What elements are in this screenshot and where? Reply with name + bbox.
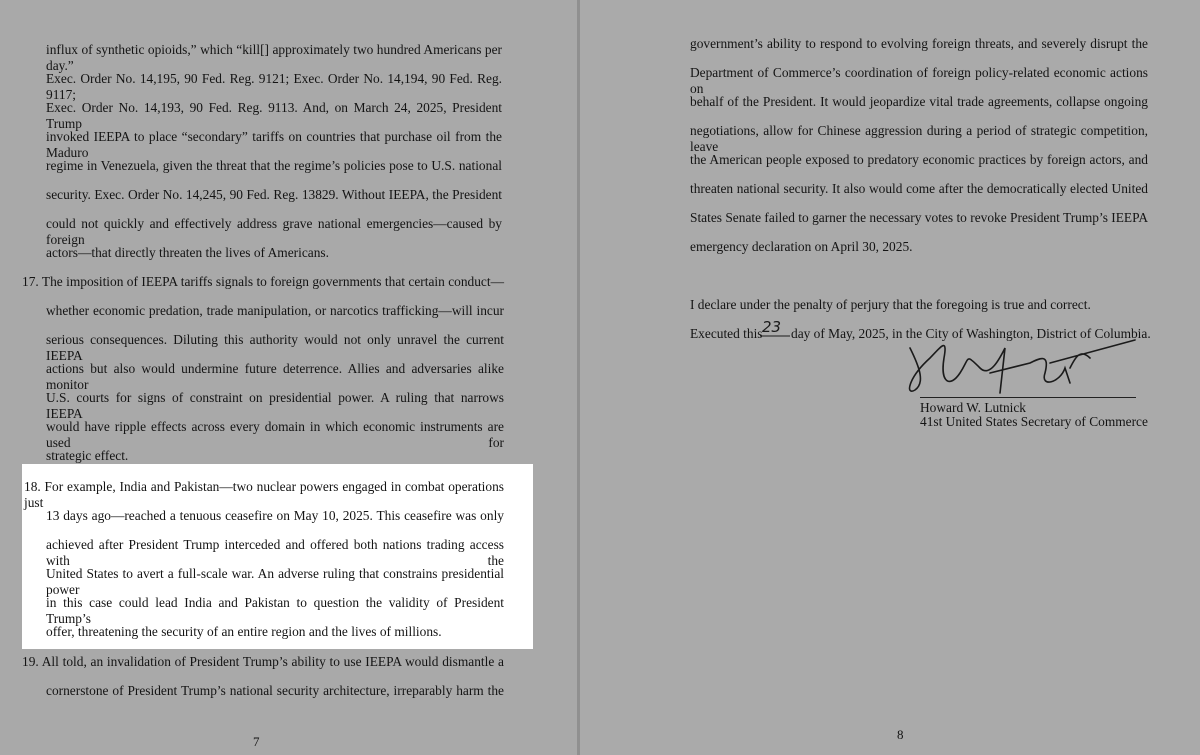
text-line: threaten national security. It also would come after the democratically elected United: [690, 181, 1148, 196]
text-line: regime in Venezuela, given the threat that the regime’s policies pose to U.S. national: [46, 158, 502, 173]
page-number: 7: [253, 734, 260, 749]
signature-line: [920, 397, 1136, 398]
text-line: whether economic predation, trade manipulation, or narcotics trafficking—will incur: [46, 303, 504, 318]
text-line: 19. All told, an invalidation of President Trump’s ability to use IEEPA would dismantle a: [22, 654, 504, 669]
executed-suffix: day of May, 2025, in the City of Washington, District of Columbia.: [791, 326, 1151, 341]
text-line: serious consequences. Diluting this authority would not only unravel the current IEEPA: [46, 332, 504, 363]
text-line: government’s ability to respond to evolving foreign threats, and severely disrupt the: [690, 36, 1148, 51]
text-line: invoked IEEPA to place “secondary” tariffs on countries that purchase oil from the Maduro: [46, 129, 502, 160]
text-line: could not quickly and effectively address grave national emergencies—caused by foreign: [46, 216, 502, 247]
signer-title: 41st United States Secretary of Commerce: [920, 414, 1148, 429]
text-line: cornerstone of President Trump’s national security architecture, irreparably harm the: [46, 683, 504, 698]
text-line: would have ripple effects across every domain in which economic instruments are used for: [46, 419, 504, 450]
text-line: U.S. courts for signs of constraint on presidential power. A ruling that narrows IEEPA: [46, 390, 504, 421]
text-line: emergency declaration on April 30, 2025.: [690, 239, 913, 254]
text-line: actors—that directly threaten the lives of Americans.: [46, 245, 329, 260]
text-line: 17. The imposition of IEEPA tariffs signals to foreign governments that certain conduct—: [22, 274, 504, 289]
text-line: 18. For example, India and Pakistan—two nuclear powers engaged in combat operations just: [24, 479, 504, 510]
text-line: 13 days ago—reached a tenuous ceasefire on May 10, 2025. This ceasefire was only: [46, 508, 504, 523]
text-line: offer, threatening the security of an entire region and the lives of millions.: [46, 624, 442, 639]
text-line: in this case could lead India and Pakistan to question the validity of President Trump’s: [46, 595, 504, 626]
executed-prefix: Executed this: [690, 326, 763, 341]
signer-name: Howard W. Lutnick: [920, 400, 1026, 415]
text-line: achieved after President Trump interceded and offered both nations trading access with the: [46, 537, 504, 568]
text-line: behalf of the President. It would jeopardize vital trade agreements, collapse ongoing: [690, 94, 1148, 109]
svg-text:23: 23: [762, 318, 782, 336]
signature-mark: [900, 328, 1140, 408]
text-line: influx of synthetic opioids,” which “kill[] approximately two hundred Americans per day.”: [46, 42, 502, 73]
text-line: United States to avert a full-scale war. An adverse ruling that constrains presidential power: [46, 566, 504, 597]
text-line: negotiations, allow for Chinese aggression during a period of strategic competition, leave: [690, 123, 1148, 154]
text-line: actions but also would undermine future deterrence. Allies and adversaries alike monitor: [46, 361, 504, 392]
text-line: Exec. Order No. 14,195, 90 Fed. Reg. 9121; Exec. Order No. 14,194, 90 Fed. Reg. 9117;: [46, 71, 502, 102]
text-line: States Senate failed to garner the necessary votes to revoke President Trump’s IEEPA: [690, 210, 1148, 225]
declaration-text: I declare under the penalty of perjury that the foregoing is true and correct.: [690, 297, 1091, 312]
text-line: Department of Commerce’s coordination of foreign policy-related economic actions on: [690, 65, 1148, 96]
handwritten-day: [760, 316, 790, 340]
text-line: security. Exec. Order No. 14,245, 90 Fed. Reg. 13829. Without IEEPA, the President: [46, 187, 502, 202]
text-line: Exec. Order No. 14,193, 90 Fed. Reg. 9113. And, on March 24, 2025, President Trump: [46, 100, 502, 131]
page-number: 8: [897, 727, 904, 742]
text-line: strategic effect.: [46, 448, 129, 463]
text-line: the American people exposed to predatory economic practices by foreign actors, and: [690, 152, 1148, 167]
